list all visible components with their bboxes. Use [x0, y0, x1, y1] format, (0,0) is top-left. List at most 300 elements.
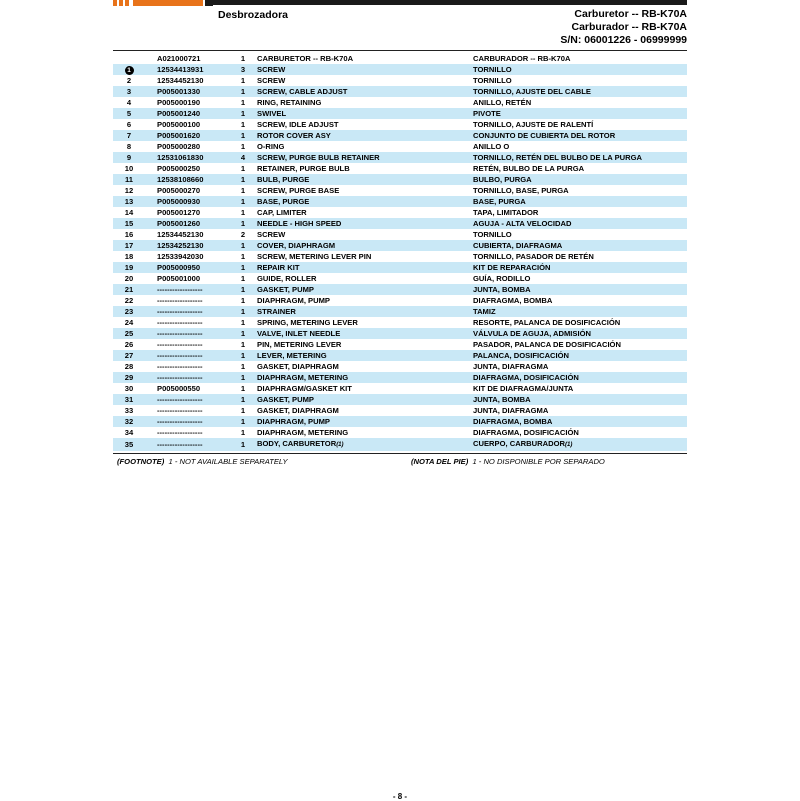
description-spanish: TORNILLO — [473, 65, 512, 74]
ref-number-cell — [113, 383, 145, 394]
description-spanish-cell — [473, 427, 687, 438]
ref-number-cell — [113, 97, 145, 108]
ref-number: 17 — [124, 241, 134, 250]
part-number-cell: P005001000 — [157, 274, 201, 283]
description-english-cell — [252, 438, 473, 451]
description-english-cell — [252, 284, 473, 295]
description-spanish: CARBURADOR -- RB-K70A — [473, 54, 571, 63]
description-english: DIAPHRAGM/GASKET KIT — [257, 384, 352, 393]
ref-number-cell — [113, 416, 145, 427]
table-row — [113, 53, 687, 64]
description-english-cell — [252, 229, 473, 240]
table-row — [113, 350, 687, 361]
description-spanish-cell — [473, 174, 687, 185]
description-spanish-cell — [473, 240, 687, 251]
table-row — [113, 108, 687, 119]
description-spanish-cell — [473, 86, 687, 97]
quantity-cell: 1 — [240, 54, 246, 63]
description-english: DIAPHRAGM, PUMP — [257, 417, 330, 426]
description-english-cell — [252, 273, 473, 284]
ref-number: 18 — [124, 252, 134, 261]
description-english: VALVE, INLET NEEDLE — [257, 329, 341, 338]
ref-number-cell — [113, 240, 145, 251]
description-english: PIN, METERING LEVER — [257, 340, 342, 349]
logo-icon — [113, 0, 213, 6]
ref-number: 24 — [124, 318, 134, 327]
description-spanish: KIT DE DIAFRAGMA/JUNTA — [473, 384, 574, 393]
table-row — [113, 427, 687, 438]
table-row — [113, 273, 687, 284]
table-row — [113, 152, 687, 163]
description-spanish-cell — [473, 251, 687, 262]
description-spanish: DIAFRAGMA, DOSIFICACIÓN — [473, 373, 579, 382]
description-spanish: BULBO, PURGA — [473, 175, 532, 184]
ref-number-cell — [113, 119, 145, 130]
part-number-cell: ------------------ — [157, 406, 203, 415]
description-english: GASKET, PUMP — [257, 395, 314, 404]
ref-number: 27 — [124, 351, 134, 360]
quantity-cell: 4 — [234, 152, 252, 163]
quantity-cell: 1 — [234, 416, 252, 427]
table-row — [113, 306, 687, 317]
ref-number-cell — [113, 427, 145, 438]
title-english: Carburetor -- RB-K70A — [574, 8, 687, 20]
part-number-cell: 12534252130 — [145, 240, 234, 251]
parts-table — [113, 53, 687, 451]
table-row — [113, 174, 687, 185]
ref-number: 16 — [124, 230, 134, 239]
table-row — [113, 207, 687, 218]
ref-number: 28 — [124, 362, 134, 371]
ref-number: 34 — [124, 428, 134, 437]
description-english-cell — [252, 328, 473, 339]
part-number-cell: ------------------ — [145, 284, 234, 295]
description-spanish-cell — [473, 75, 687, 86]
description-spanish-cell — [473, 350, 687, 361]
part-number-cell: 12534413931 — [145, 64, 234, 75]
description-spanish: TORNILLO — [473, 76, 512, 85]
description-english: BULB, PURGE — [257, 175, 310, 184]
part-number-cell: 12534452130 — [157, 230, 204, 239]
ref-number: 10 — [124, 164, 134, 173]
description-english: RETAINER, PURGE BULB — [257, 164, 350, 173]
description-spanish-cell — [473, 273, 687, 284]
table-row — [113, 317, 687, 328]
description-spanish: TORNILLO, AJUSTE DE RALENTÍ — [473, 120, 594, 129]
ref-number-cell — [113, 394, 145, 405]
quantity-cell: 1 — [240, 252, 246, 261]
table-row — [113, 262, 687, 273]
ref-number: 15 — [124, 219, 134, 228]
part-number-cell: P005001260 — [145, 218, 234, 229]
quantity-cell: 1 — [240, 164, 246, 173]
description-english: SCREW — [257, 76, 286, 85]
quantity-cell: 1 — [234, 174, 252, 185]
footnote-text: 1 - NO DISPONIBLE POR SEPARADO — [472, 457, 605, 466]
description-spanish: PASADOR, PALANCA DE DOSIFICACIÓN — [473, 340, 621, 349]
description-spanish-cell — [473, 405, 687, 416]
table-row — [113, 119, 687, 130]
ref-number-cell — [113, 273, 145, 284]
description-english-cell — [252, 75, 473, 86]
ref-number: 32 — [124, 417, 134, 426]
quantity-cell: 1 — [240, 384, 246, 393]
description-spanish-cell — [473, 328, 687, 339]
description-english-cell — [252, 416, 473, 427]
ref-number: 2 — [126, 76, 132, 85]
description-spanish: JUNTA, BOMBA — [473, 395, 531, 404]
description-english: NEEDLE - HIGH SPEED — [257, 219, 342, 228]
description-english: BODY, CARBURETOR — [257, 439, 337, 448]
table-row — [113, 416, 687, 427]
description-spanish-cell — [473, 97, 687, 108]
description-spanish: GUÍA, RODILLO — [473, 274, 531, 283]
page-number: - 8 - — [392, 792, 408, 801]
table-row — [113, 328, 687, 339]
description-english-cell — [252, 207, 473, 218]
description-spanish: JUNTA, DIAFRAGMA — [473, 362, 549, 371]
ref-number: 9 — [126, 153, 132, 162]
table-row — [113, 75, 687, 86]
ref-number: 35 — [124, 440, 134, 449]
quantity-cell: 1 — [240, 98, 246, 107]
table-row — [113, 185, 687, 196]
description-spanish-cell — [473, 152, 687, 163]
description-spanish: ANILLO O — [473, 142, 510, 151]
description-english-cell — [252, 86, 473, 97]
part-number-cell: P005001240 — [145, 108, 234, 119]
description-english: SCREW, PURGE BULB RETAINER — [257, 153, 380, 162]
description-english: REPAIR KIT — [257, 263, 300, 272]
description-english-cell — [252, 152, 473, 163]
quantity-cell: 1 — [240, 274, 246, 283]
description-spanish: CUBIERTA, DIAFRAGMA — [473, 241, 563, 250]
ref-number: 14 — [124, 208, 134, 217]
header-bar — [213, 0, 687, 5]
table-row — [113, 229, 687, 240]
description-english-cell — [252, 218, 473, 229]
description-english-cell — [252, 317, 473, 328]
table-row — [113, 251, 687, 262]
part-number-cell: ------------------ — [157, 296, 203, 305]
quantity-cell: 2 — [240, 230, 246, 239]
description-spanish: RESORTE, PALANCA DE DOSIFICACIÓN — [473, 318, 621, 327]
ref-number: 21 — [124, 285, 134, 294]
quantity-cell: 1 — [240, 428, 246, 437]
part-number-cell: P005001620 — [145, 130, 234, 141]
quantity-cell: 1 — [234, 284, 252, 295]
description-spanish-cell — [473, 229, 687, 240]
ref-number-cell — [113, 218, 145, 229]
ref-number-cell — [113, 64, 145, 75]
quantity-cell: 1 — [234, 306, 252, 317]
description-english: SCREW — [257, 65, 286, 74]
description-spanish-cell — [473, 53, 687, 64]
quantity-cell: 3 — [234, 64, 252, 75]
description-spanish-cell — [473, 141, 687, 152]
description-spanish: CONJUNTO DE CUBIERTA DEL ROTOR — [473, 131, 616, 140]
quantity-cell: 1 — [240, 208, 246, 217]
description-english: DIAPHRAGM, METERING — [257, 373, 349, 382]
table-row — [113, 240, 687, 251]
description-english: SPRING, METERING LEVER — [257, 318, 358, 327]
description-english: SWIVEL — [257, 109, 287, 118]
part-number-cell: P005000280 — [157, 142, 201, 151]
ref-number-cell — [113, 86, 145, 97]
footnote-label: (FOOTNOTE) — [117, 457, 165, 466]
description-english-cell — [252, 108, 473, 119]
description-spanish-cell — [473, 284, 687, 295]
description-spanish: TORNILLO, BASE, PURGA — [473, 186, 569, 195]
description-english: O-RING — [257, 142, 285, 151]
ref-number-cell — [113, 75, 145, 86]
description-spanish: AGUJA - ALTA VELOCIDAD — [473, 219, 572, 228]
ref-number: 11 — [124, 175, 134, 184]
part-number-cell: 12538108660 — [145, 174, 234, 185]
serial-range: S/N: 06001226 - 06999999 — [560, 34, 687, 46]
description-spanish: VÁLVULA DE AGUJA, ADMISIÓN — [473, 329, 591, 338]
description-english-cell — [252, 141, 473, 152]
description-english: GUIDE, ROLLER — [257, 274, 317, 283]
part-number-cell: ------------------ — [145, 438, 234, 451]
description-spanish-cell — [473, 262, 687, 273]
document-title-block — [560, 8, 687, 47]
ref-number: 5 — [126, 109, 132, 118]
description-spanish-cell — [473, 130, 687, 141]
description-spanish: TORNILLO, RETÉN DEL BULBO DE LA PURGA — [473, 153, 643, 162]
description-spanish: BASE, PURGA — [473, 197, 526, 206]
part-number-cell: ------------------ — [145, 416, 234, 427]
table-row — [113, 295, 687, 306]
part-number-cell: A021000721 — [157, 54, 201, 63]
description-spanish: DIAFRAGMA, DOSIFICACIÓN — [473, 428, 579, 437]
description-spanish: ANILLO, RETÉN — [473, 98, 532, 107]
ref-number-cell — [113, 306, 145, 317]
description-english-cell — [252, 119, 473, 130]
ref-number: 22 — [124, 296, 134, 305]
quantity-cell: 1 — [234, 350, 252, 361]
description-english: SCREW, METERING LEVER PIN — [257, 252, 372, 261]
title-spanish: Carburador -- RB-K70A — [571, 21, 687, 33]
ref-number-cell — [113, 229, 145, 240]
description-spanish-cell — [473, 108, 687, 119]
table-row — [113, 372, 687, 383]
ref-number-cell — [113, 53, 145, 64]
footnote-text: 1 - NOT AVAILABLE SEPARATELY — [168, 457, 288, 466]
part-number-cell: ------------------ — [157, 318, 203, 327]
description-english: SCREW, CABLE ADJUST — [257, 87, 348, 96]
ref-number-cell — [113, 141, 145, 152]
ref-number: 19 — [124, 263, 134, 272]
ref-number: 12 — [124, 186, 134, 195]
description-english-cell — [252, 405, 473, 416]
ref-number-cell — [113, 196, 145, 207]
description-spanish-cell — [473, 64, 687, 75]
description-english: GASKET, PUMP — [257, 285, 314, 294]
description-english: STRAINER — [257, 307, 296, 316]
ref-number: 1 — [125, 66, 134, 75]
description-spanish-cell — [473, 339, 687, 350]
description-english-cell — [252, 394, 473, 405]
description-english-cell — [252, 306, 473, 317]
ref-number: 4 — [126, 98, 132, 107]
quantity-cell: 1 — [240, 318, 246, 327]
part-number-cell: 12531061830 — [145, 152, 234, 163]
quantity-cell: 1 — [234, 218, 252, 229]
quantity-cell: 1 — [240, 120, 246, 129]
ref-number: 6 — [126, 120, 132, 129]
description-english-cell — [252, 163, 473, 174]
description-english: DIAPHRAGM, PUMP — [257, 296, 330, 305]
ref-number: 7 — [126, 131, 132, 140]
description-english: RING, RETAINING — [257, 98, 322, 107]
quantity-cell: 1 — [234, 86, 252, 97]
ref-number: 31 — [124, 395, 134, 404]
description-spanish-cell — [473, 438, 687, 451]
ref-number-cell — [113, 350, 145, 361]
ref-number: 30 — [124, 384, 134, 393]
footnote-english — [117, 457, 288, 466]
description-english: BASE, PURGE — [257, 197, 310, 206]
description-english-cell — [252, 372, 473, 383]
table-row — [113, 130, 687, 141]
description-english-cell — [252, 251, 473, 262]
description-spanish-cell — [473, 372, 687, 383]
part-number-cell: 12533942030 — [157, 252, 204, 261]
part-number-cell: P005000190 — [157, 98, 201, 107]
ref-number-cell — [113, 405, 145, 416]
description-english-cell — [252, 262, 473, 273]
table-row — [113, 394, 687, 405]
description-english: SCREW — [257, 230, 286, 239]
ref-number-cell — [113, 372, 145, 383]
ref-number-cell — [113, 207, 145, 218]
part-number-cell: P005000270 — [157, 186, 201, 195]
ref-number: 29 — [124, 373, 134, 382]
description-english-cell — [252, 383, 473, 394]
description-spanish-cell — [473, 361, 687, 372]
part-number-cell: P005000100 — [157, 120, 201, 129]
quantity-cell: 1 — [240, 76, 246, 85]
part-number-cell: P005000930 — [145, 196, 234, 207]
ref-number-cell — [113, 163, 145, 174]
table-row — [113, 361, 687, 372]
quantity-cell: 1 — [234, 394, 252, 405]
part-number-cell: 12534452130 — [157, 76, 204, 85]
description-english-cell — [252, 64, 473, 75]
quantity-cell: 1 — [234, 262, 252, 273]
ref-number: 26 — [124, 340, 134, 349]
quantity-cell: 1 — [234, 328, 252, 339]
table-row — [113, 405, 687, 416]
description-english-cell — [252, 196, 473, 207]
footnote-marker: (1) — [564, 442, 573, 448]
description-spanish: TAPA, LIMITADOR — [473, 208, 539, 217]
part-number-cell: ------------------ — [157, 362, 203, 371]
part-number-cell: P005001330 — [145, 86, 234, 97]
quantity-cell: 1 — [240, 406, 246, 415]
description-spanish-cell — [473, 306, 687, 317]
description-english: CARBURETOR -- RB-K70A — [257, 54, 354, 63]
description-english: LEVER, METERING — [257, 351, 327, 360]
ref-number-cell — [113, 295, 145, 306]
part-number-cell: P005000950 — [145, 262, 234, 273]
description-spanish-cell — [473, 317, 687, 328]
document-title-es: Desbrozadora — [218, 9, 289, 21]
description-english: ROTOR COVER ASY — [257, 131, 331, 140]
footnote-marker: (1) — [336, 442, 344, 448]
description-spanish: TORNILLO, PASADOR DE RETÉN — [473, 252, 594, 261]
part-number-cell: ------------------ — [157, 340, 203, 349]
ref-number: 20 — [124, 274, 134, 283]
ref-number-cell — [113, 339, 145, 350]
table-row — [113, 218, 687, 229]
description-english-cell — [252, 240, 473, 251]
description-spanish: PALANCA, DOSIFICACIÓN — [473, 351, 570, 360]
description-spanish-cell — [473, 295, 687, 306]
description-spanish-cell — [473, 383, 687, 394]
ref-number-cell — [113, 152, 145, 163]
description-english: DIAPHRAGM, METERING — [257, 428, 349, 437]
table-row — [113, 141, 687, 152]
description-spanish: TAMIZ — [473, 307, 496, 316]
description-spanish-cell — [473, 218, 687, 229]
description-english-cell — [252, 427, 473, 438]
part-number-cell: P005001270 — [157, 208, 201, 217]
quantity-cell: 1 — [240, 186, 246, 195]
description-english: GASKET, DIAPHRAGM — [257, 362, 339, 371]
ref-number-cell — [113, 108, 145, 119]
quantity-cell: 1 — [234, 196, 252, 207]
description-spanish: DIAFRAGMA, BOMBA — [473, 296, 553, 305]
part-number-cell: ------------------ — [145, 372, 234, 383]
description-spanish: JUNTA, DIAFRAGMA — [473, 406, 549, 415]
description-english: SCREW, IDLE ADJUST — [257, 120, 339, 129]
quantity-cell: 1 — [240, 362, 246, 371]
ref-number-cell — [113, 251, 145, 262]
footnote-label: (NOTA DEL PIE) — [411, 457, 469, 466]
description-spanish: PIVOTE — [473, 109, 501, 118]
description-english-cell — [252, 97, 473, 108]
description-spanish-cell — [473, 416, 687, 427]
description-spanish: RETÉN, BULBO DE LA PURGA — [473, 164, 585, 173]
ref-number: 25 — [124, 329, 134, 338]
description-spanish-cell — [473, 185, 687, 196]
description-spanish: JUNTA, BOMBA — [473, 285, 531, 294]
description-spanish-cell — [473, 207, 687, 218]
quantity-cell: 1 — [234, 240, 252, 251]
part-number-cell: P005000550 — [157, 384, 201, 393]
brand-logo — [113, 0, 213, 6]
table-row — [113, 339, 687, 350]
ref-number: 33 — [124, 406, 134, 415]
description-spanish-cell — [473, 394, 687, 405]
ref-number: 23 — [124, 307, 134, 316]
part-number-cell: ------------------ — [157, 428, 203, 437]
description-spanish: KIT DE REPARACIÓN — [473, 263, 551, 272]
ref-number-cell — [113, 317, 145, 328]
table-row — [113, 86, 687, 97]
part-number-cell: ------------------ — [145, 350, 234, 361]
description-spanish: TORNILLO, AJUSTE DEL CABLE — [473, 87, 591, 96]
ref-number-cell — [113, 328, 145, 339]
quantity-cell: 1 — [234, 108, 252, 119]
description-english-cell — [252, 350, 473, 361]
quantity-cell: 1 — [234, 438, 252, 451]
part-number-cell: P005000250 — [157, 164, 201, 173]
ref-number-cell — [113, 130, 145, 141]
table-row — [113, 284, 687, 295]
